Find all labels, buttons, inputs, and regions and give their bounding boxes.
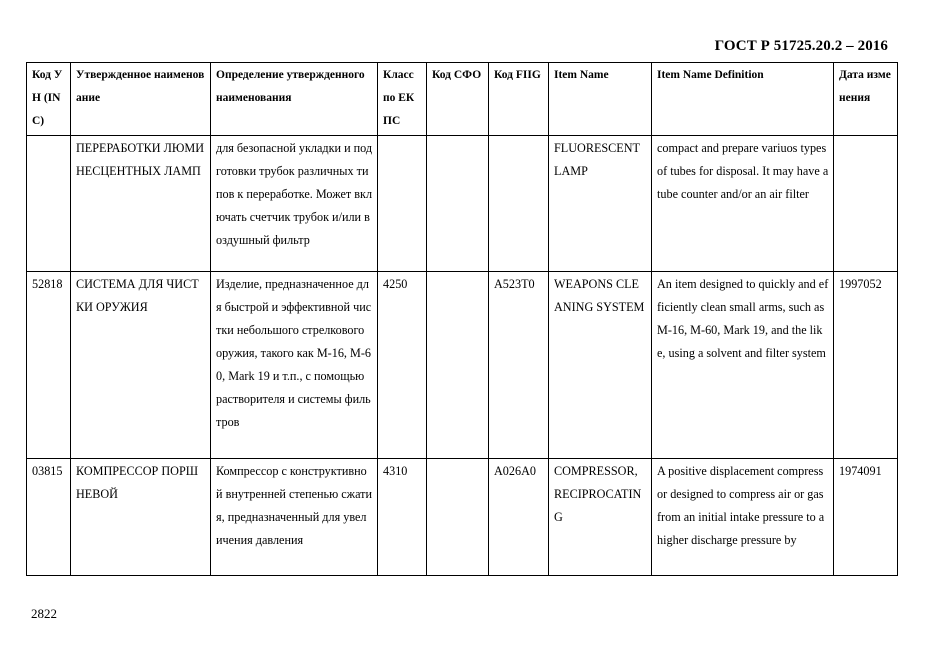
cell-sfo	[427, 459, 489, 576]
cell-item-definition: An item designed to quickly and efficiently clean small arms, such as M-16, M-60, Mark 19, and the like, using a solvent and filter system	[652, 272, 834, 459]
table-row	[27, 272, 898, 459]
cell-name: ПЕРЕРАБОТКИ ЛЮМИНЕСЦЕНТНЫХ ЛАМП	[71, 136, 211, 272]
cell-fiig	[489, 136, 549, 272]
header-cell-code: Код УН (INC)	[27, 63, 71, 136]
cell-sfo	[427, 136, 489, 272]
cell-sfo	[427, 272, 489, 459]
cell-code: 52818	[27, 272, 71, 459]
header-cell-item-definition: Item Name Definition	[652, 63, 834, 136]
cell-code: 03815	[27, 459, 71, 576]
cell-class: 4250	[378, 272, 427, 459]
cell-definition: Компрессор с конструктивной внутренней степенью сжатия, предназначенный для увеличения давления	[211, 459, 378, 576]
header-cell-definition: Определение утвержденного наименования	[211, 63, 378, 136]
cell-date: 1997052	[834, 272, 898, 459]
cell-definition: для безопасной укладки и подготовки трубок различных типов к переработке. Может включать счетчик трубок и/или воздушный фильтр	[211, 136, 378, 272]
table-row	[27, 459, 898, 576]
cell-name: СИСТЕМА ДЛЯ ЧИСТКИ ОРУЖИЯ	[71, 272, 211, 459]
cell-class: 4310	[378, 459, 427, 576]
cell-item-definition: A positive displacement compressor designed to compress air or gas from an initial intake pressure to a higher discharge pressure by	[652, 459, 834, 576]
table-row	[27, 136, 898, 272]
cell-definition: Изделие, предназначенное для быстрой и эффективной чистки небольшого стрелкового оружия, такого как М-16, М-60, Mark 19 и т.п., с помощью растворителя и системы фильтров	[211, 272, 378, 459]
cell-date: 1974091	[834, 459, 898, 576]
specification-table	[26, 62, 898, 576]
page-number: 2822	[31, 606, 57, 621]
cell-class	[378, 136, 427, 272]
document-title: ГОСТ Р 51725.20.2 – 2016	[714, 38, 888, 54]
cell-item-definition: compact and prepare variuos types of tubes for disposal. It may have a tube counter and/or an air filter	[652, 136, 834, 272]
header-cell-item-name: Item Name	[549, 63, 652, 136]
cell-item-name: COMPRESSOR, RECIPROCATING	[549, 459, 652, 576]
header-cell-name: Утвержденное наименование	[71, 63, 211, 136]
cell-item-name: WEAPONS CLEANING SYSTEM	[549, 272, 652, 459]
cell-fiig: A026A0	[489, 459, 549, 576]
header-cell-class: Класс по ЕКПС	[378, 63, 427, 136]
header-cell-sfo: Код СФО	[427, 63, 489, 136]
table-header-row	[27, 63, 898, 136]
cell-date	[834, 136, 898, 272]
header-cell-date: Дата изменения	[834, 63, 898, 136]
header-cell-fiig: Код FIIG	[489, 63, 549, 136]
cell-item-name: FLUORESCENT LAMP	[549, 136, 652, 272]
cell-fiig: A523T0	[489, 272, 549, 459]
cell-name: КОМПРЕССОР ПОРШНЕВОЙ	[71, 459, 211, 576]
cell-code	[27, 136, 71, 272]
